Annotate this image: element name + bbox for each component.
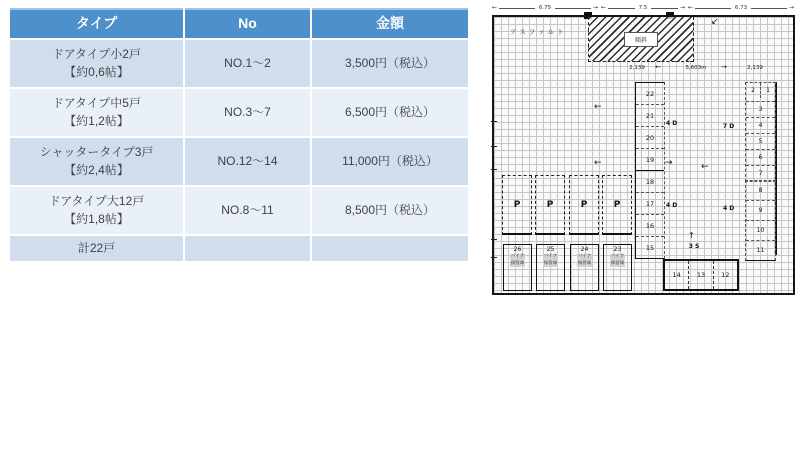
arrow-right-icon: → [679,4,685,11]
right-storage-column-top [745,82,776,182]
door-count-label: 4 D [666,120,678,127]
storage-cell: 9 [746,201,775,221]
dimension-rule [555,8,591,9]
storage-cell: 12 [721,271,730,279]
type-size: 【約0,6帖】 [64,64,129,79]
price-cell: 8,500円（税込） [312,187,468,234]
door-count-label: 4 D [666,202,678,209]
dimension-rule [499,8,535,9]
site-floorplan [492,3,795,295]
no-cell [185,236,310,261]
dimension-rule [695,8,731,9]
type-name: ドアタイプ大12戸 [48,194,145,209]
storage-cell: 19 [636,149,664,171]
shutter-storage-row [663,259,739,291]
dimension-label: 6.73 [734,5,748,11]
door-count-label: 7 D [723,123,735,130]
storage-cell: 14 [665,261,689,289]
bike-box-label: 保管庫 [610,260,625,266]
bike-box-number: 24 [580,246,589,253]
storage-cell: 18 [636,171,664,193]
bike-box-label: 保管庫 [577,260,592,266]
dimension-label: 2,139 [747,65,763,71]
survey-tick [491,121,497,122]
column-header-type: タイプ [10,8,183,38]
price-cell: 6,500円（税込） [312,89,468,136]
type-cell [10,89,183,136]
arrow-left-icon: ← [594,102,602,112]
storage-cell: 22 [636,83,664,105]
arrow-right-icon: → [665,158,673,168]
hatch-area-label: 傾斜 [624,32,658,47]
storage-cell: 17 [636,193,664,215]
type-cell [10,138,183,185]
bike-storage-box [603,244,632,291]
storage-cell: 20 [636,127,664,149]
hatch-area [588,17,694,62]
survey-tick [491,146,497,147]
survey-tick [491,257,497,258]
dimension-rule [608,8,635,9]
storage-cell: 16 [636,215,664,237]
parking-space: P [502,175,532,235]
no-cell: NO.12～14 [185,138,310,185]
storage-cell: 11 [756,247,765,254]
parking-space: P [535,175,565,235]
no-cell: NO.8～11 [185,187,310,234]
middle-storage-column [635,82,665,259]
storage-cell: 1 [766,87,770,94]
survey-tick [491,239,497,240]
bike-box-label: バイク [610,254,625,259]
survey-tick [491,169,497,170]
total-cell: 計22戸 [10,236,183,261]
storage-cell: 8 [746,181,775,201]
bike-box-number: 26 [513,246,522,253]
dimension-label: 2,139 [629,65,645,71]
column-header-no: No [185,8,310,38]
dimension-line [688,3,794,13]
storage-cell: 13 [689,261,713,289]
arrow-right-icon: → [721,63,727,71]
price-table [10,8,468,261]
storage-cell: 21 [636,105,664,127]
type-name: ドアタイプ小2戸 [52,47,141,62]
arrow-right-icon: → [592,4,598,11]
bike-box-label: 保管庫 [543,260,558,266]
storage-cell: 15 [645,243,655,252]
storage-cell: 3 [746,102,775,118]
price-cell: 3,500円（税込） [312,40,468,87]
dimension-rule [651,8,678,9]
column-header-price: 金額 [312,8,468,38]
bike-box-label: 保管庫 [510,260,525,266]
arrow-left-icon: ← [688,4,694,11]
storage-cell: 10 [746,221,775,241]
parking-space: P [569,175,599,235]
type-cell [10,40,183,87]
arrow-right-icon: → [788,4,794,11]
arrow-left-icon: ← [655,63,661,71]
no-cell: NO.3～7 [185,89,310,136]
type-cell [10,187,183,234]
bike-box-number: 23 [613,246,622,253]
storage-row [746,83,775,102]
arrow-up-icon: ↑ [688,231,695,240]
bike-storage-box [503,244,532,291]
asphalt-label: アスファルト [510,28,567,36]
type-size: 【約1,8帖】 [64,211,129,226]
dimension-label: 5,603m [685,65,707,71]
bike-box-number: 25 [546,246,555,253]
parking-space: P [602,175,632,235]
shutter-count-label: 3 S [688,243,700,250]
no-cell: NO.1～2 [185,40,310,87]
type-name: シャッタータイプ3戸 [39,145,154,160]
dimension-label: 7.5 [638,5,648,11]
bike-box-label: バイク [543,254,558,259]
entrance-arrow-icon: ↙ [711,17,719,27]
storage-cell: 2 [746,83,761,98]
storage-cell: 7 [758,170,763,177]
type-size: 【約1,2帖】 [64,113,129,128]
dimension-rule [751,8,787,9]
type-name: ドアタイプ中5戸 [52,96,141,111]
bike-box-label: バイク [510,254,525,259]
arrow-left-icon: ← [601,4,607,11]
bike-box-label: バイク [577,254,592,259]
arrow-left-icon: ← [594,158,602,168]
bike-storage-box [570,244,599,291]
storage-cell: 5 [746,134,775,150]
bike-storage-box [536,244,565,291]
arrow-left-icon: ← [492,4,498,11]
right-storage-column-bottom [745,180,776,261]
price-cell: 11,000円（税込） [312,138,468,185]
arrow-left-icon: ← [701,162,709,172]
price-cell [312,236,468,261]
storage-cell: 4 [746,118,775,134]
type-size: 【約2,4帖】 [64,162,129,177]
door-count-label: 4 D [723,205,735,212]
dimension-label: 6.75 [538,5,552,11]
dimension-line [492,3,598,13]
storage-cell: 6 [746,150,775,166]
